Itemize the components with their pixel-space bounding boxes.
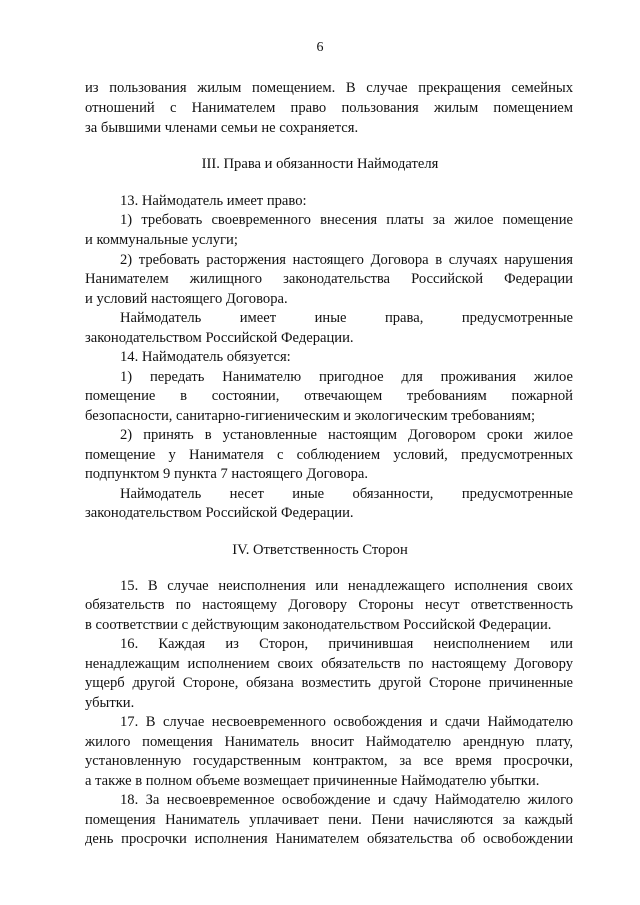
- text-line: 14. Наймодатель обязуется:: [120, 349, 291, 365]
- text-line: из пользования жилым помещением. В случае прекращения семейных: [85, 80, 573, 96]
- section-heading-4: IV. Ответственность Сторон: [232, 542, 408, 558]
- text-line: отношений с Нанимателем право пользования жилым помещением: [85, 100, 573, 116]
- text-line: подпунктом 9 пункта 7 настоящего Договора.: [85, 466, 369, 482]
- text-line: 1) передать Нанимателю пригодное для проживания жилое: [120, 369, 573, 385]
- text-line: жилого помещения Наниматель вносит Наймодателю арендную плату,: [85, 734, 573, 750]
- text-line: 15. В случае неисполнения или ненадлежащего исполнения своих: [120, 578, 573, 594]
- text-line: за бывшими членами семьи не сохраняется.: [85, 120, 359, 136]
- text-line: обязательств по настоящему Договору Стороны несут ответственность: [85, 597, 573, 613]
- text-line: 16. Каждая из Сторон, причинившая неисполнением или: [120, 636, 573, 652]
- text-line: ущерб другой Стороне, обязана возместить другой Стороне причиненные: [85, 675, 573, 691]
- text-line: помещение в состоянии, отвечающем требованиям пожарной: [85, 388, 573, 404]
- text-line: день просрочки исполнения Нанимателем обязательства об освобождении: [85, 831, 573, 847]
- text-line: 13. Наймодатель имеет право:: [120, 193, 307, 209]
- text-line: убытки.: [85, 695, 135, 711]
- text-line: безопасности, санитарно-гигиеническим и экологическим требованиям;: [85, 408, 536, 424]
- text-line: законодательством Российской Федерации.: [85, 505, 354, 521]
- text-line: Наймодатель имеет иные права, предусмотренные: [120, 310, 573, 326]
- text-line: 18. За несвоевременное освобождение и сдачу Наймодателю жилого: [120, 792, 573, 808]
- text-line: законодательством Российской Федерации.: [85, 330, 354, 346]
- text-line: и условий настоящего Договора.: [85, 291, 288, 307]
- page-number: 6: [316, 40, 324, 55]
- text-line: а также в полном объеме возмещает причиненные Наймодателю убытки.: [85, 773, 540, 789]
- text-line: установленную государственным контрактом, за все время просрочки,: [85, 753, 573, 769]
- text-line: 2) принять в установленные настоящим Договором сроки жилое: [120, 427, 573, 443]
- text-line: помещение у Нанимателя с соблюдением условий, предусмотренных: [85, 447, 573, 463]
- text-line: помещения Наниматель уплачивает пени. Пени начисляются за каждый: [85, 812, 573, 828]
- text-line: Наймодатель несет иные обязанности, предусмотренные: [120, 486, 573, 502]
- text-line: 2) требовать расторжения настоящего Договора в случаях нарушения: [120, 252, 573, 268]
- text-line: 17. В случае несвоевременного освобождения и сдачи Наймодателю: [120, 714, 573, 730]
- text-line: 1) требовать своевременного внесения платы за жилое помещение: [120, 212, 573, 228]
- section-heading-3: III. Права и обязанности Наймодателя: [201, 156, 439, 172]
- text-line: в соответствии с действующим законодательством Российской Федерации.: [85, 617, 552, 633]
- text-line: и коммунальные услуги;: [85, 232, 238, 248]
- text-line: Нанимателем жилищного законодательства Российской Федерации: [85, 271, 573, 287]
- text-line: ненадлежащим исполнением своих обязательств по настоящему Договору: [85, 656, 573, 672]
